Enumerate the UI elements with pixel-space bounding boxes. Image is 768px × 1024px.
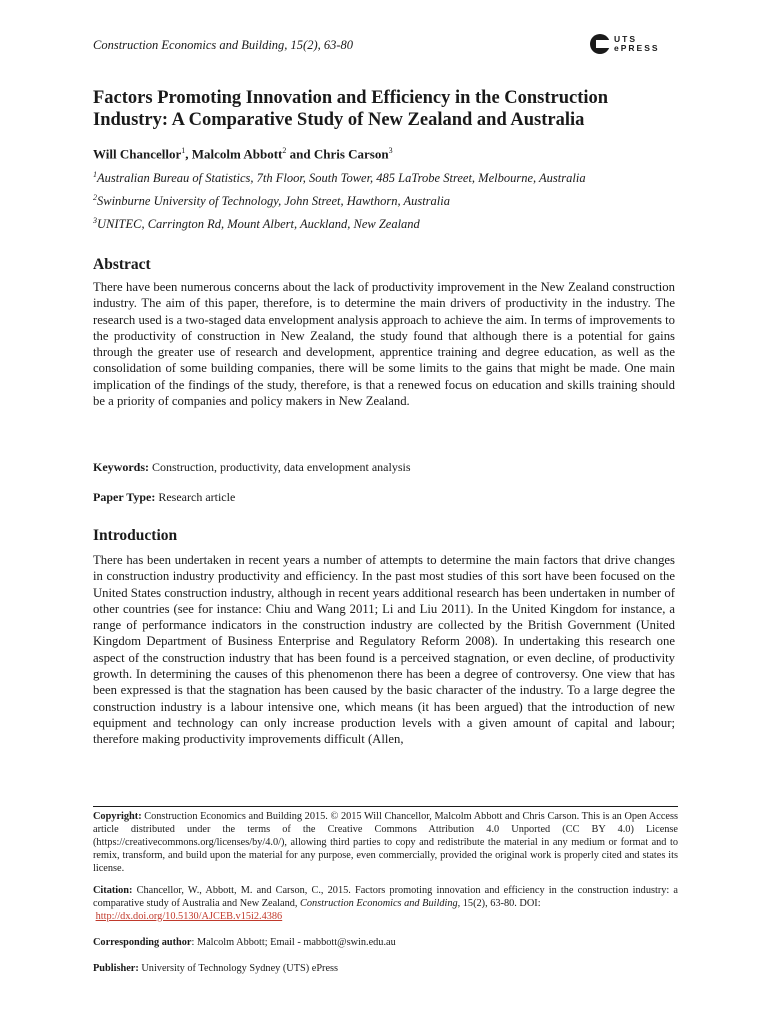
article-title: Factors Promoting Innovation and Efficiency in the Construction Industry: A Comparative Study of New Zealand and Australia xyxy=(93,88,609,130)
affiliation-mark: 1 xyxy=(93,170,97,179)
affiliation-text: Swinburne University of Technology, John Street, Hawthorn, Australia xyxy=(97,194,450,209)
logo-text xyxy=(614,35,660,53)
publisher-text: University of Technology Sydney (UTS) ePress xyxy=(141,963,339,974)
author-list xyxy=(93,146,393,162)
doi-link[interactable]: http://dx.doi.org/10.5130/AJCEB.v15i2.4386 xyxy=(95,911,283,922)
author-separator: and xyxy=(286,146,314,162)
affiliation-mark: 2 xyxy=(93,193,97,202)
affiliation-1 xyxy=(93,170,586,186)
copyright-notice xyxy=(93,810,678,875)
paper-type-value: Research article xyxy=(158,490,236,504)
author-separator: , xyxy=(185,146,192,162)
publisher-label: Publisher: xyxy=(93,963,139,974)
affiliation-text: UNITEC, Carrington Rd, Mount Albert, Auckland, New Zealand xyxy=(97,217,420,232)
logo-text-bottom: ePRESS xyxy=(614,43,660,53)
keywords xyxy=(93,460,411,475)
journal-running-head: Construction Economics and Building, 15(2), 63-80 xyxy=(93,38,354,52)
citation-label: Citation: xyxy=(93,885,133,896)
author-mark: 2 xyxy=(282,146,287,155)
publisher xyxy=(93,962,678,975)
author-mark: 3 xyxy=(388,146,393,155)
citation-tail: 15(2), 63-80. DOI: xyxy=(462,898,541,909)
paper-type xyxy=(93,490,235,505)
logo-text-top: UTS xyxy=(614,34,637,44)
author-name: Malcolm Abbott xyxy=(191,146,283,162)
abstract-body: There have been numerous concerns about the lack of productivity improvement in the New Zealand construction industry. The aim of this paper, therefore, is to determine the main drivers of productivity in the industry. The research used is a two-staged data envelopment analysis approach to achieve the aim. In terms of improvements to the productivity of construction in New Zealand, the study found that although there is a potential for gains through the greater use of research and development, apprentice training and degree education, as well as the consolidation of some building companies, there will be some limits to the gains that might be made. One main implication of the findings of the study, therefore, is that a renewed focus on education and skills training should be a priority of companies and policy makers in New Zealand. xyxy=(93,280,675,409)
epress-logo-icon xyxy=(590,34,610,54)
abstract-heading: Abstract xyxy=(93,256,151,273)
affiliation-3 xyxy=(93,216,420,232)
keywords-value: Construction, productivity, data envelopment analysis xyxy=(152,460,411,474)
author-mark: 1 xyxy=(181,146,186,155)
affiliation-2 xyxy=(93,193,450,209)
citation xyxy=(93,884,678,923)
corresponding-author xyxy=(93,936,678,949)
uts-epress-logo xyxy=(590,34,660,54)
affiliation-mark: 3 xyxy=(93,216,97,225)
corresponding-text: : Malcolm Abbott; Email - mabbott@swin.edu.au xyxy=(191,937,396,948)
footer-divider xyxy=(93,806,678,807)
author-name: Chris Carson xyxy=(313,146,389,162)
citation-text: Chancellor, W., Abbott, M. and Carson, C., 2015. Factors promoting innovation and efficiency in the construction industry: a comparative study of Australia and New Zealand, xyxy=(93,885,678,909)
affiliation-text: Australian Bureau of Statistics, 7th Floor, South Tower, 485 LaTrobe Street, Melbourne, Australia xyxy=(97,171,586,186)
introduction-heading: Introduction xyxy=(93,527,178,544)
copyright-text: Construction Economics and Building 2015. © 2015 Will Chancellor, Malcolm Abbott and Chris Carson. This is an Open Access article distributed under the terms of the Creative Commons Attribution 4.0 Unported (CC BY 4.0) License (https://creativecommons.org/licenses/by/4.0/), allowing third parties to copy and redistribute the material in any medium or format and to remix, transform, and build upon the material for any purpose, even commercially, provided the original work is properly cited and states its license. xyxy=(93,811,678,874)
citation-journal: Construction Economics and Building, xyxy=(300,898,461,909)
paper-type-label: Paper Type: xyxy=(93,490,156,504)
keywords-label: Keywords: xyxy=(93,460,149,474)
author-name: Will Chancellor xyxy=(93,146,182,162)
introduction-body: There has been undertaken in recent years a number of attempts to determine the main factors that drive changes in construction industry productivity and efficiency. In the past most studies of this sort have been focused on the United States construction industry, although in recent years additional research has been undertaken in number of other countries (see for instance: Chiu and Wang 2011; Li and Liu 2011). In the United Kingdom for instance, a range of performance indicators in the construction industry are collected by the British Government (United Kingdom Department of Business Enterprise and Regulatory Reform 2008). In undertaking this research one aspect of the construction industry that has been found is a perceived stagnation, or even decline, of productivity growth. In determining the causes of this phenomenon there has been a degree of controversy. One view that has been expressed is that the stagnation has been caused by the basic character of the industry. To a large degree the construction industry is a labour intensive one, which means (it has been argued) that the introduction of new equipment and technology can only increase production levels with a given amount of capital and labour; therefore making productivity improvements difficult (Allen, xyxy=(93,553,675,747)
corresponding-label: Corresponding author xyxy=(93,937,192,948)
copyright-label: Copyright: xyxy=(93,811,142,822)
